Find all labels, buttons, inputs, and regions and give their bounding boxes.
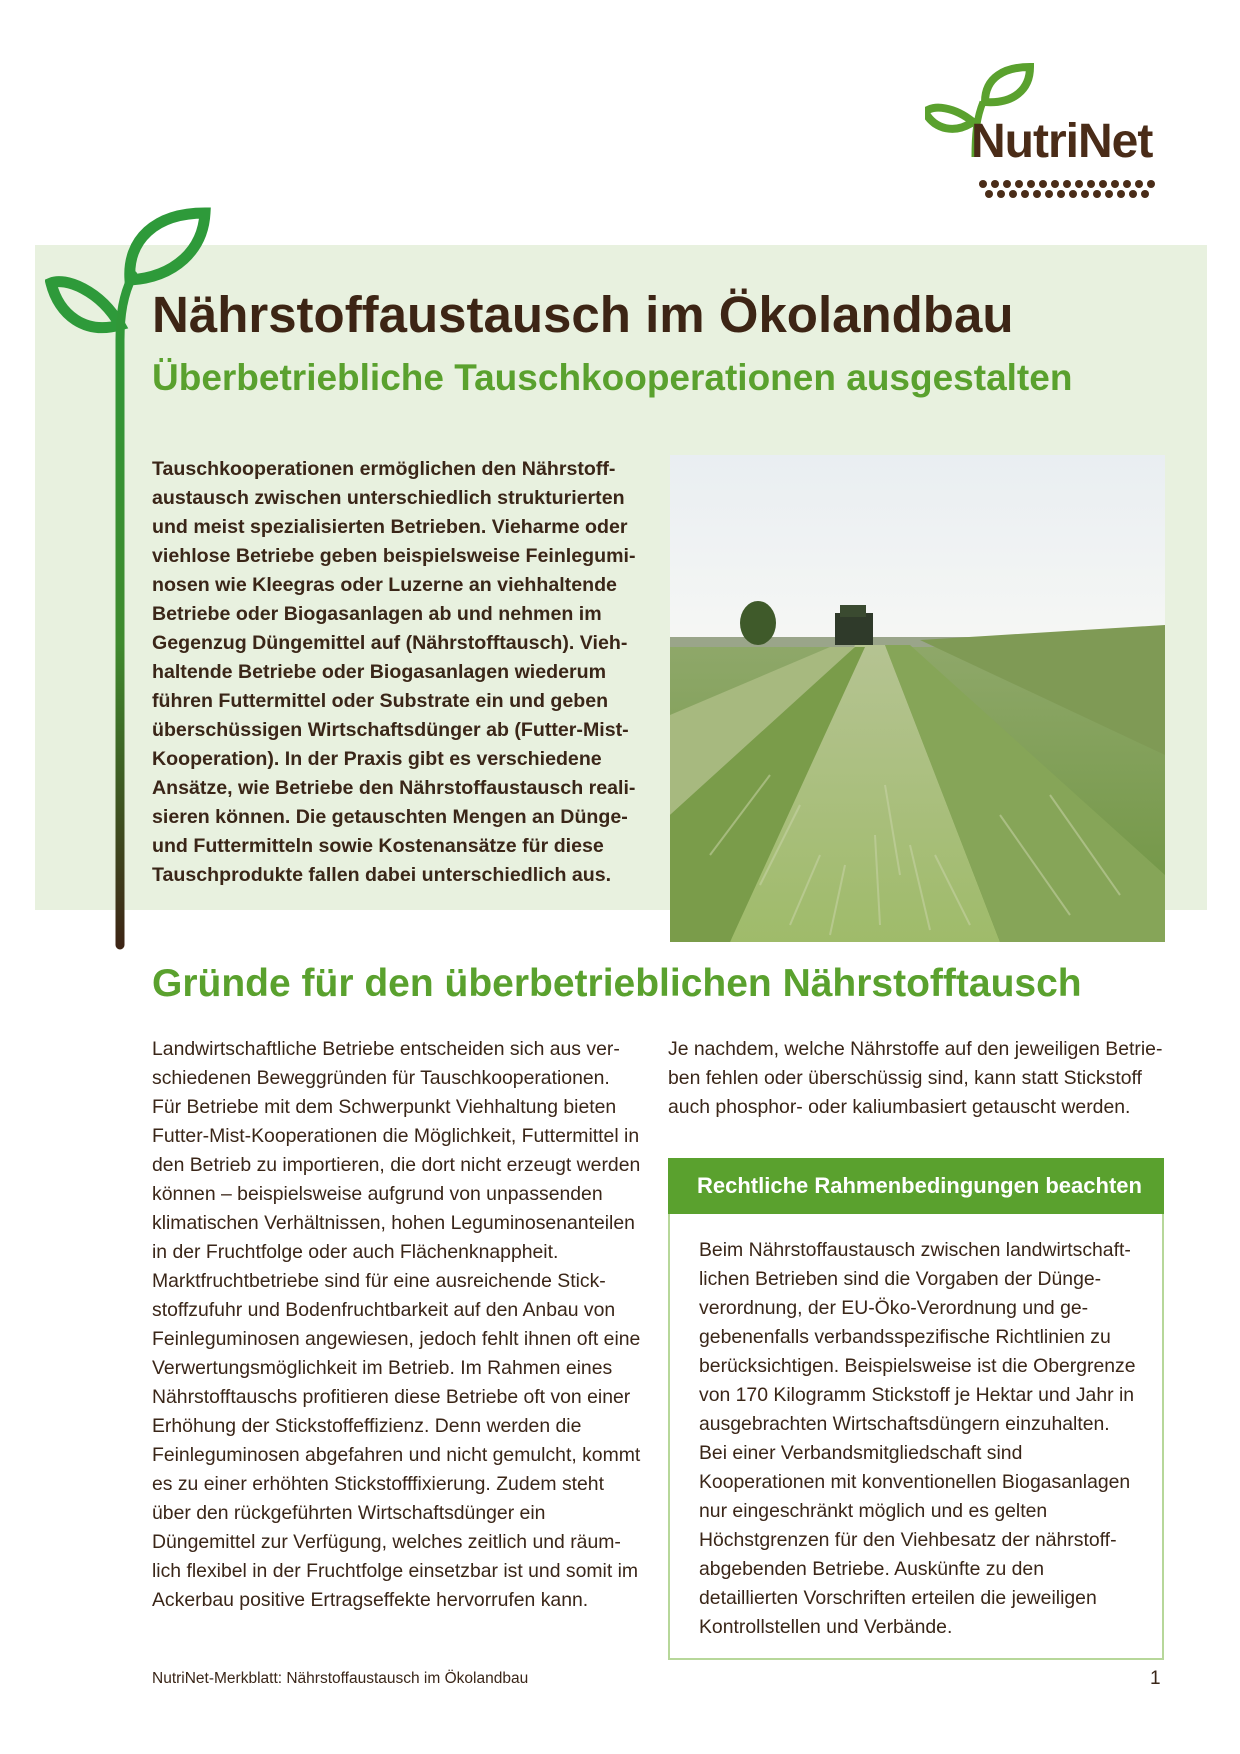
page-subtitle: Überbetriebliche Tauschkooperationen ausgestalten xyxy=(152,357,1073,398)
nutrinet-logo xyxy=(925,62,1175,207)
body-text-right: Je nachdem, welche Nährstoffe auf den jeweiligen Betrieben fehlen oder überschüssig sind, kann statt Stickstoff auch phosphor- oder kaliumbasiert getauscht werden. xyxy=(668,1038,1163,1118)
page-title: Nährstoffaustausch im Ökolandbau xyxy=(152,286,1014,343)
footer-text: NutriNet-Merkblatt: Nährstoffaustausch im Ökolandbau xyxy=(152,1670,529,1687)
page-number: 1 xyxy=(1150,1668,1161,1689)
legal-info-box xyxy=(668,1158,1164,1660)
info-box-title: Rechtliche Rahmenbedingungen beachten xyxy=(668,1158,1164,1214)
info-box-text: Beim Nährstoffaustausch zwischen landwirtschaftlichen Betrieben sind die Vorgaben der Düngeverordnung, der EU-Öko-Verordnung und gegebenenfalls verbandsspezifische Richtlinien zu berücksichtigen. Beispielsweise ist die Obergrenze von 170 Kilogramm Stickstoff je Hektar und Jahr in ausgebrachten Wirtschaftsdüngern einzuhalten. Bei einer Verbandsmitgliedschaft sind Kooperationen mit konventionellen Biogasanlagen nur eingeschränkt möglich und es gelten Höchstgrenzen für den Viehbesatz der nährstoffabgebenden Betriebe. Auskünfte zu den detaillierten Vorschriften erteilen die jeweiligen Kontrollstellen und Verbände. xyxy=(699,1239,1136,1638)
body-text-left: Landwirtschaftliche Betriebe entscheiden sich aus verschiedenen Beweggründen für Tauschkooperationen. Für Betriebe mit dem Schwerpunkt Viehhaltung bieten Futter-Mist-Kooperationen die Möglichkeit, Futtermittel in den Betrieb zu importieren, die dort nicht erzeugt werden können – beispielsweise aufgrund von unpassenden klimatischen Verhältnissen, hohen Leguminosenanteilen in der Fruchtfolge oder auch Flächenknappheit. Marktfruchtbetriebe sind für eine ausreichende Stickstoffzufuhr und Bodenfruchtbarkeit auf den Anbau von Feinleguminosen angewiesen, jedoch fehlt ihnen oft eine Verwertungsmöglichkeit im Betrieb. Im Rahmen eines Nährstofftauschs profitieren diese Betriebe oft von einer Erhöhung der Stickstoffeffizienz. Denn werden die Feinleguminosen abgefahren und nicht gemulcht, kommt es zu einer erhöhten Stickstofffixierung. Zudem steht über den rückgeführten Wirtschaftsdünger ein Düngemittel zur Verfügung, welches zeitlich und räumlich flexibel in der Fruchtfolge einsetzbar ist und somit im Ackerbau positive Ertragseffekte hervorrufen kann. xyxy=(152,1038,641,1611)
field-photo xyxy=(670,455,1165,942)
section-heading: Gründe für den überbetrieblichen Nährstofftausch xyxy=(152,962,1082,1005)
logo-text: NutriNet xyxy=(971,115,1153,168)
intro-paragraph: Tauschkooperationen ermöglichen den Nährstoffaustausch zwischen unterschiedlich strukturierten und meist spezialisierten Betrieben. Vieharme oder viehlose Betriebe geben beispielsweise Feinleguminosen wie Kleegras oder Luzerne an viehhaltende Betriebe oder Biogasanlagen ab und nehmen im Gegenzug Düngemittel auf (Nährstofftausch). Viehhaltende Betriebe oder Biogasanlagen wiederum führen Futtermittel oder Substrate ein und geben überschüssigen Wirtschaftsdünger ab (Futter-Mist-Kooperation). In der Praxis gibt es verschiedene Ansätze, wie Betriebe den Nährstoffaustausch realisieren können. Die getauschten Mengen an Dünge- und Futtermitteln sowie Kostenansätze für diese Tauschprodukte fallen dabei unterschiedlich aus. xyxy=(152,458,636,886)
